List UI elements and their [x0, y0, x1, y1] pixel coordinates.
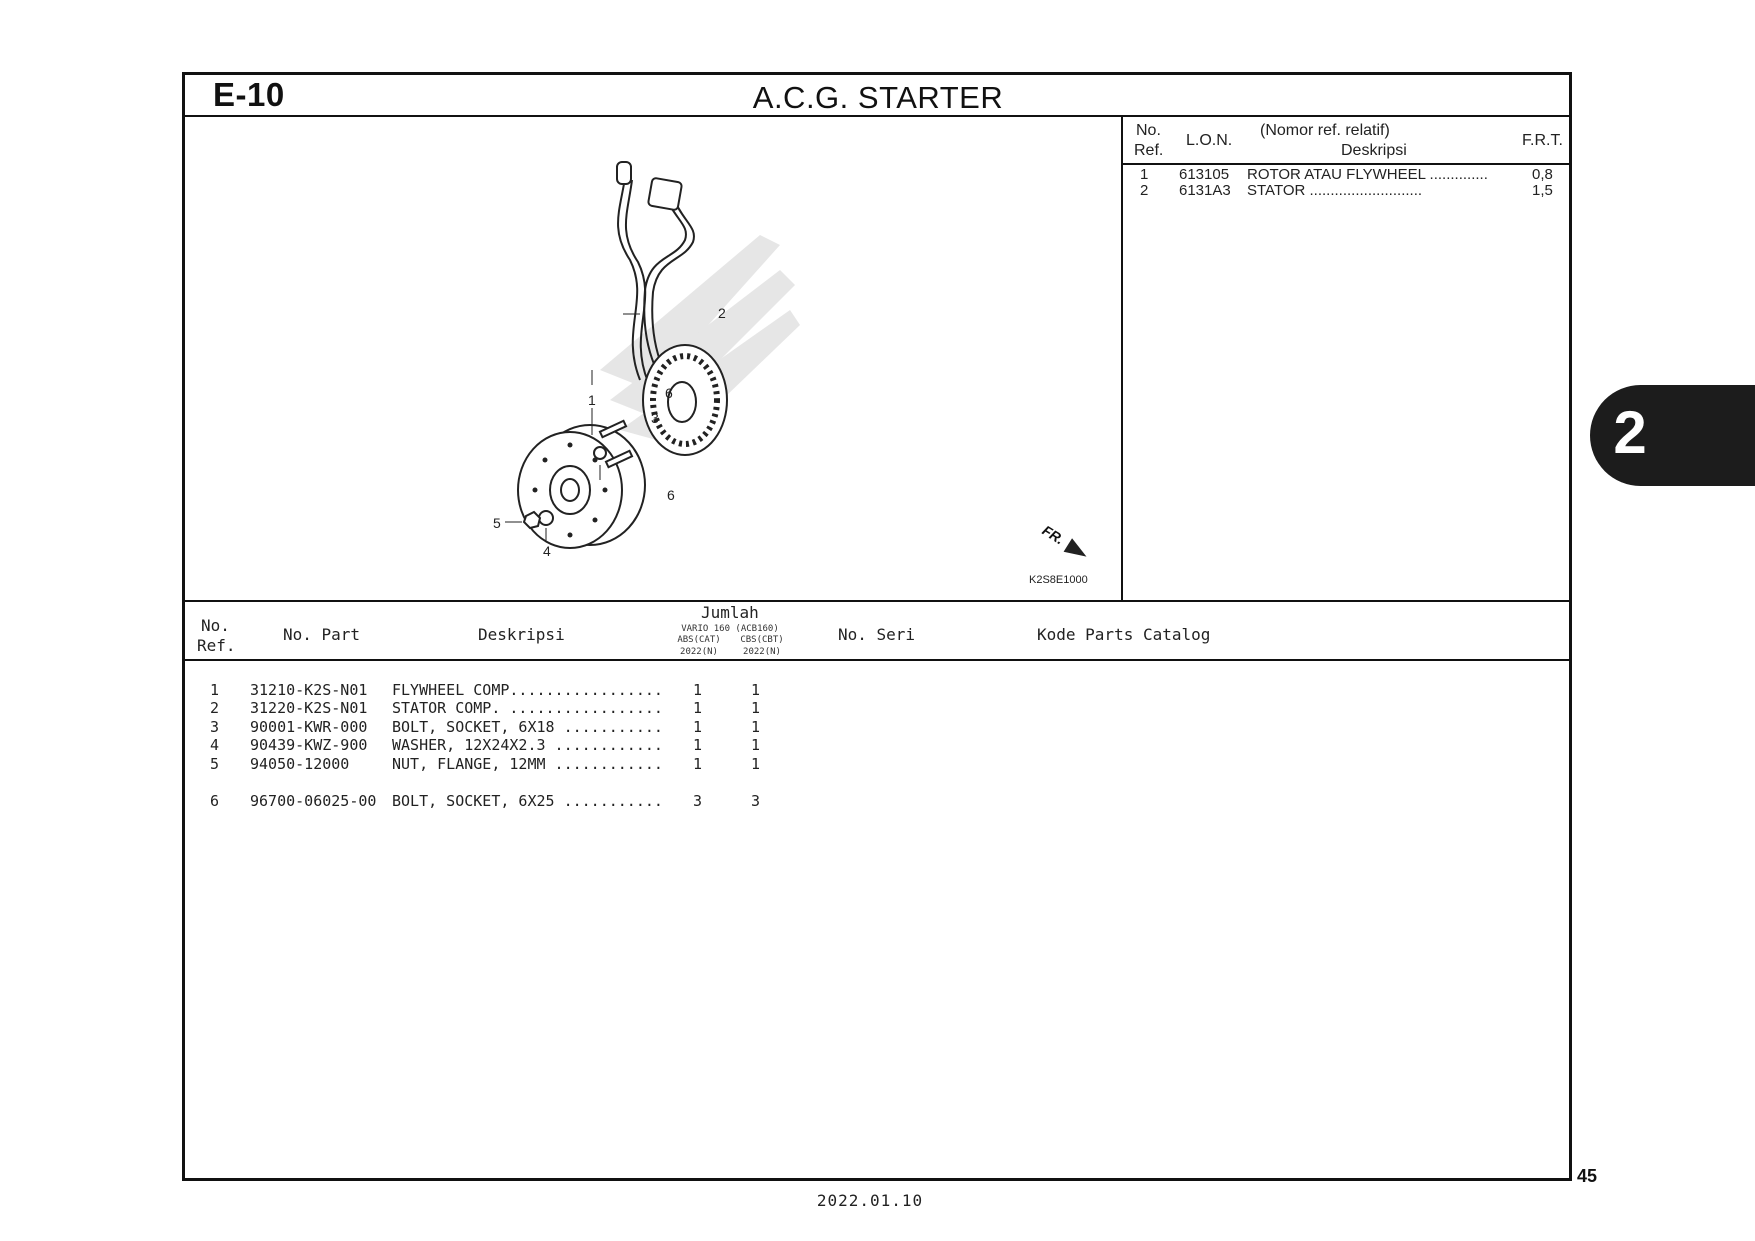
parts-header-deskripsi: Deskripsi — [478, 625, 565, 644]
callout-2: 2 — [718, 305, 726, 321]
frt-row-desc: ROTOR ATAU FLYWHEEL .............. — [1247, 166, 1488, 183]
frt-row-frt: 1,5 — [1532, 182, 1553, 199]
parts-header-kode: Kode Parts Catalog — [1037, 625, 1211, 644]
frt-row-frt: 0,8 — [1532, 166, 1553, 183]
exploded-diagram — [460, 150, 840, 570]
callout-4: 4 — [543, 543, 551, 559]
parts-header-no: No. — [201, 616, 230, 635]
callout-6: 6 — [665, 385, 673, 401]
frt-header-desc-note: (Nomor ref. relatif) — [1260, 122, 1390, 139]
diagram-code: K2S8E1000 — [1029, 574, 1088, 586]
diagram-bottom-rule — [182, 600, 1572, 602]
page-title: A.C.G. STARTER — [752, 80, 1004, 115]
fr-label: FR. — [1039, 522, 1068, 548]
footer-date: 2022.01.10 — [816, 1191, 924, 1210]
diagram-divider — [1121, 115, 1123, 601]
frt-header-frt: F.R.T. — [1522, 132, 1563, 149]
frt-header-no: No. — [1136, 122, 1161, 139]
parts-header-no-seri: No. Seri — [838, 625, 916, 644]
parts-header-abs: ABS(CAT) — [677, 635, 721, 645]
connector-small-icon — [617, 162, 631, 184]
frt-row: 1 — [1140, 166, 1149, 183]
section-code: E-10 — [213, 76, 285, 113]
parts-header-cbs: CBS(CBT) — [740, 635, 784, 645]
frt-header-lon: L.O.N. — [1186, 132, 1233, 149]
parts-header-ref: Ref. — [197, 636, 236, 655]
frt-header-rule — [1122, 163, 1570, 165]
flywheel-icon — [518, 425, 645, 548]
callout-6b: 6 — [667, 487, 675, 503]
frt-row: 2 — [1140, 182, 1149, 199]
frt-row-lon: 613105 — [1179, 166, 1230, 183]
frt-header-desc: Deskripsi — [1341, 142, 1407, 159]
parts-header-jumlah: Jumlah — [701, 603, 759, 622]
stator-icon — [643, 345, 727, 455]
callout-1: 1 — [588, 392, 596, 408]
parts-header-year-cbs: 2022(N) — [743, 647, 781, 657]
chapter-tab-number: 2 — [1613, 399, 1647, 466]
parts-header-rule — [182, 659, 1572, 661]
frt-row-lon: 6131A3 — [1179, 182, 1231, 199]
callout-5: 5 — [493, 515, 501, 531]
parts-header-year-abs: 2022(N) — [680, 647, 718, 657]
parts-header-model: VARIO 160 (ACB160) — [681, 624, 779, 634]
frt-row-desc: STATOR ........................... — [1247, 182, 1423, 199]
washer-icon — [539, 511, 553, 525]
page-number: 45 — [1577, 1166, 1598, 1186]
callout-3: 3 — [651, 410, 659, 426]
connector-large-icon — [648, 178, 682, 211]
parts-header-no-part: No. Part — [283, 625, 361, 644]
frt-header-ref: Ref. — [1134, 142, 1164, 159]
